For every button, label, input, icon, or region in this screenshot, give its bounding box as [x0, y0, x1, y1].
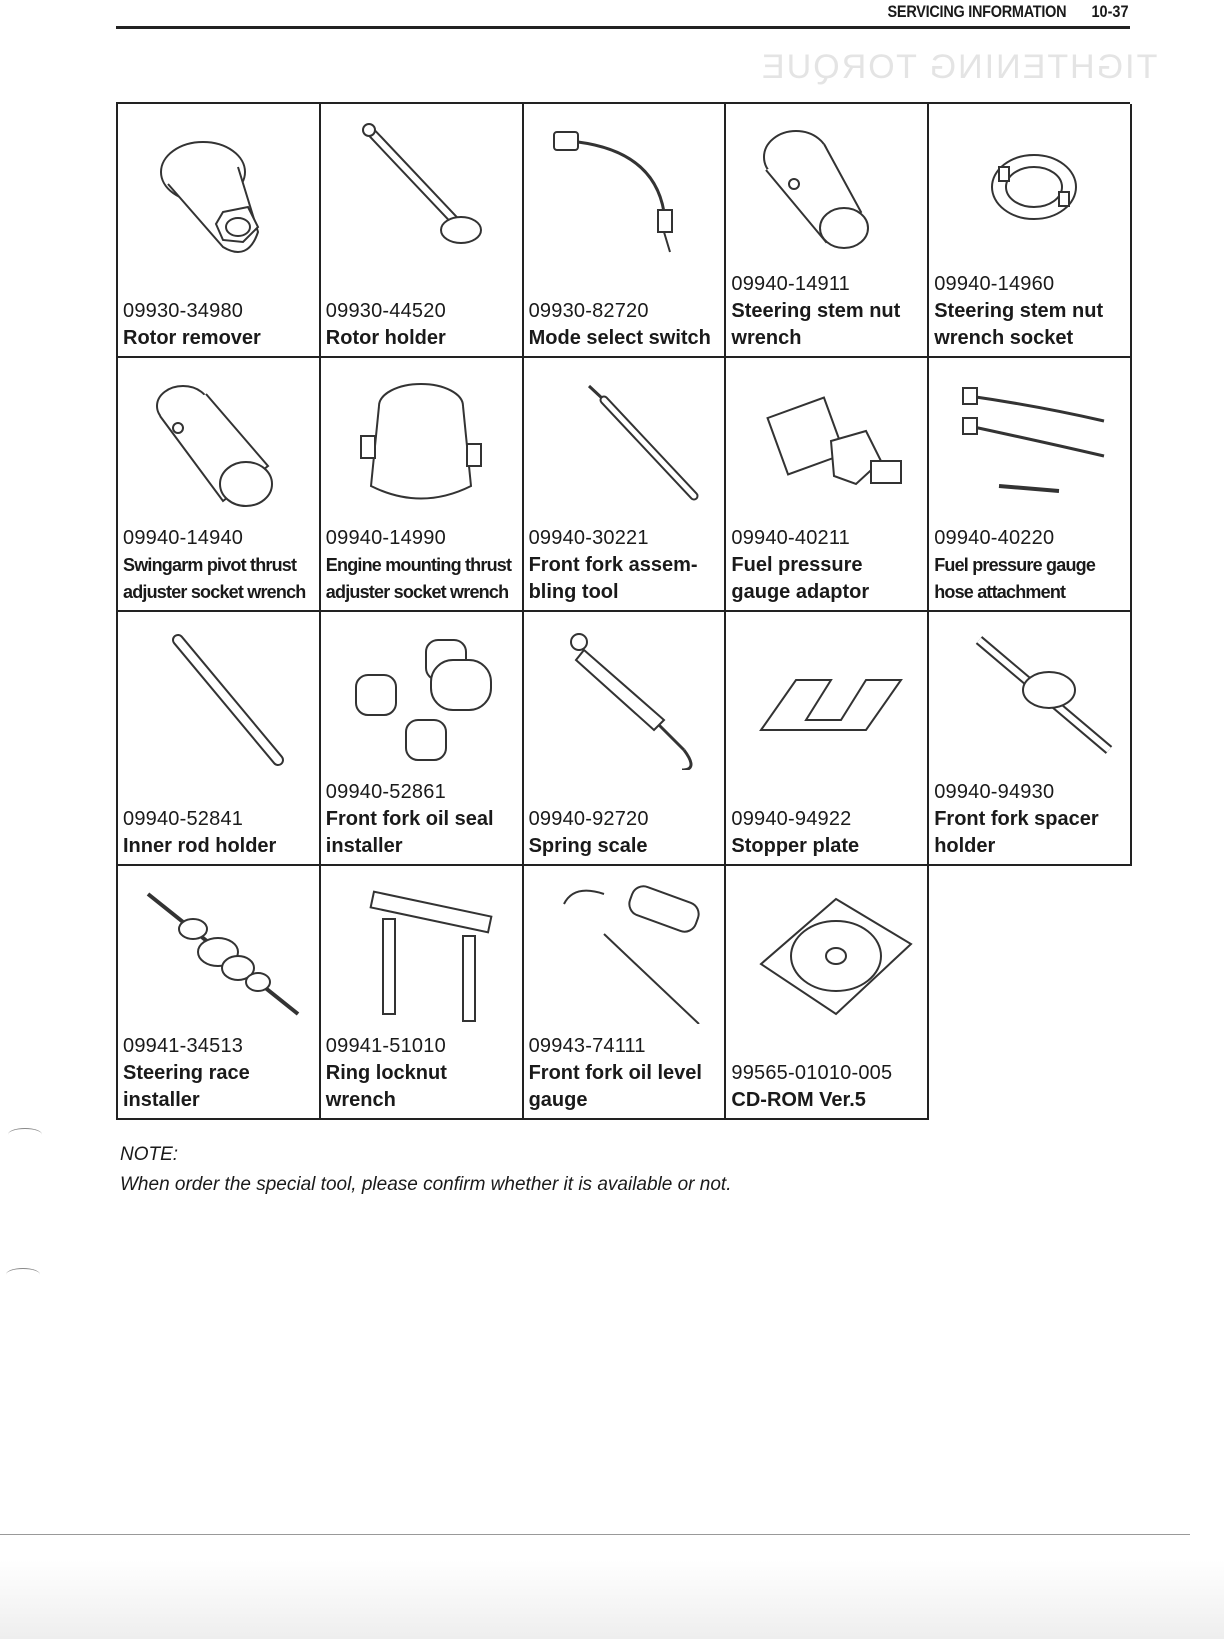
- special-tools-table: [116, 102, 1130, 1120]
- tool-part-number: 09941-51010: [325, 1035, 446, 1057]
- tool-cell: [929, 358, 1132, 612]
- scan-edge-line: [0, 1534, 1190, 1535]
- tool-name: Inner rod holder: [123, 835, 277, 857]
- tool-cell: [118, 866, 321, 1120]
- oil-seal-installer-icon: [331, 620, 511, 770]
- tool-cell: [321, 612, 524, 866]
- tool-name: Steering race installer: [123, 1062, 250, 1111]
- tool-name: Steering stem nut wrench socket: [934, 300, 1104, 349]
- tool-name: Stopper plate: [731, 835, 860, 857]
- note-label: NOTE:: [120, 1144, 179, 1165]
- page-edge-mark: [6, 1268, 40, 1281]
- tool-caption: [123, 806, 316, 860]
- tool-caption: [934, 525, 1127, 606]
- tool-cell: [524, 358, 727, 612]
- note: [120, 1140, 731, 1200]
- tool-cell: [118, 358, 321, 612]
- tool-part-number: 09940-14960: [934, 273, 1055, 295]
- tool-name: Engine mounting thrust adjuster socket wrench: [325, 555, 512, 602]
- tool-caption: [529, 298, 722, 352]
- tool-caption: [326, 525, 519, 606]
- cd-rom-icon: [736, 874, 916, 1024]
- engine-mount-socket-wrench-icon: [331, 366, 511, 516]
- tool-cell: [929, 104, 1132, 358]
- scan-shadow: [0, 1560, 1224, 1639]
- tool-part-number: 09941-34513: [123, 1035, 244, 1057]
- tool-caption: [529, 806, 722, 860]
- page-edge-mark: [8, 1128, 42, 1141]
- tool-part-number: 09940-40220: [934, 527, 1055, 549]
- tool-part-number: 09940-94930: [934, 781, 1055, 803]
- tool-part-number: 09930-82720: [528, 300, 649, 322]
- tool-part-number: 99565-01010-005: [731, 1062, 893, 1084]
- tool-caption: [326, 779, 519, 860]
- tool-name: Mode select switch: [528, 327, 711, 349]
- tool-part-number: 09940-52841: [123, 808, 244, 830]
- tool-caption: [529, 1033, 722, 1114]
- tool-part-number: 09930-34980: [123, 300, 244, 322]
- page-header: [116, 0, 1130, 29]
- tool-caption: [934, 271, 1127, 352]
- tool-name: Steering stem nut wrench: [731, 300, 901, 349]
- mode-select-switch-icon: [534, 112, 714, 262]
- gauge-adaptor-icon: [736, 366, 916, 516]
- tool-name: Front fork spacer holder: [934, 808, 1099, 857]
- spacer-holder-icon: [939, 620, 1119, 770]
- tool-part-number: 09940-40211: [731, 527, 850, 549]
- tool-name: Rotor remover: [123, 327, 261, 349]
- tool-caption: [123, 525, 316, 606]
- tool-cell: [321, 104, 524, 358]
- ring-locknut-wrench-icon: [331, 874, 511, 1024]
- tool-cell: [321, 358, 524, 612]
- stopper-plate-icon: [736, 620, 916, 770]
- tool-part-number: 09940-14990: [325, 527, 446, 549]
- tool-cell: [118, 104, 321, 358]
- tool-cell: [726, 612, 929, 866]
- tool-name: Fuel pressure gauge hose attachment: [934, 555, 1096, 602]
- tool-caption: [731, 1060, 924, 1114]
- tool-name: Spring scale: [528, 835, 648, 857]
- section-title: SERVICING INFORMATION: [887, 2, 1066, 21]
- tool-cell: [118, 612, 321, 866]
- tool-caption: [934, 779, 1127, 860]
- tool-part-number: 09940-14911: [731, 273, 850, 295]
- tool-name: Fuel pressure gauge adaptor: [731, 554, 870, 603]
- swingarm-socket-wrench-icon: [128, 366, 308, 516]
- tool-caption: [731, 271, 924, 352]
- tool-part-number: 09940-30221: [528, 527, 649, 549]
- tool-cell: [726, 358, 929, 612]
- oil-level-gauge-icon: [534, 874, 714, 1024]
- note-text: When order the special tool, please confirm whether it is available or not.: [120, 1174, 732, 1195]
- race-installer-icon: [128, 874, 308, 1024]
- tool-cell: [726, 866, 929, 1120]
- tool-cell: [929, 612, 1132, 866]
- tool-cell: [321, 866, 524, 1120]
- tool-cell: [726, 104, 929, 358]
- rotor-remover-icon: [128, 112, 308, 262]
- tool-caption: [326, 298, 519, 352]
- empty-cell: [929, 866, 1132, 1120]
- tool-caption: [731, 806, 924, 860]
- tool-name: Swingarm pivot thrust adjuster socket wrench: [123, 555, 306, 602]
- hose-attachment-icon: [939, 366, 1119, 516]
- tool-part-number: 09940-94922: [731, 808, 852, 830]
- tool-caption: [731, 525, 924, 606]
- tool-part-number: 09943-74111: [528, 1035, 646, 1057]
- tool-name: Rotor holder: [325, 327, 446, 349]
- tool-caption: [529, 525, 722, 606]
- tool-cell: [524, 866, 727, 1120]
- steering-stem-nut-wrench-icon: [736, 112, 916, 262]
- tool-caption: [123, 298, 316, 352]
- tool-caption: [326, 1033, 519, 1114]
- tool-name: Front fork oil level gauge: [528, 1062, 702, 1111]
- page-number: 10-37: [1091, 2, 1128, 21]
- tool-part-number: 09930-44520: [325, 300, 446, 322]
- tool-name: Front fork oil seal installer: [325, 808, 494, 857]
- tool-cell: [524, 612, 727, 866]
- tool-part-number: 09940-14940: [123, 527, 244, 549]
- bleed-through-show-through: TIGHTENING TORQUE: [760, 48, 1158, 86]
- fork-assembling-tool-icon: [534, 366, 714, 516]
- inner-rod-holder-icon: [128, 620, 308, 770]
- tool-name: Ring locknut wrench: [325, 1062, 447, 1111]
- tool-caption: [123, 1033, 316, 1114]
- wrench-socket-icon: [939, 112, 1119, 262]
- tool-cell: [524, 104, 727, 358]
- tool-name: Front fork assem- bling tool: [528, 554, 698, 603]
- rotor-holder-icon: [331, 112, 511, 262]
- spring-scale-icon: [534, 620, 714, 770]
- tool-name: CD-ROM Ver.5: [731, 1089, 866, 1111]
- tool-part-number: 09940-52861: [325, 781, 446, 803]
- tool-part-number: 09940-92720: [528, 808, 649, 830]
